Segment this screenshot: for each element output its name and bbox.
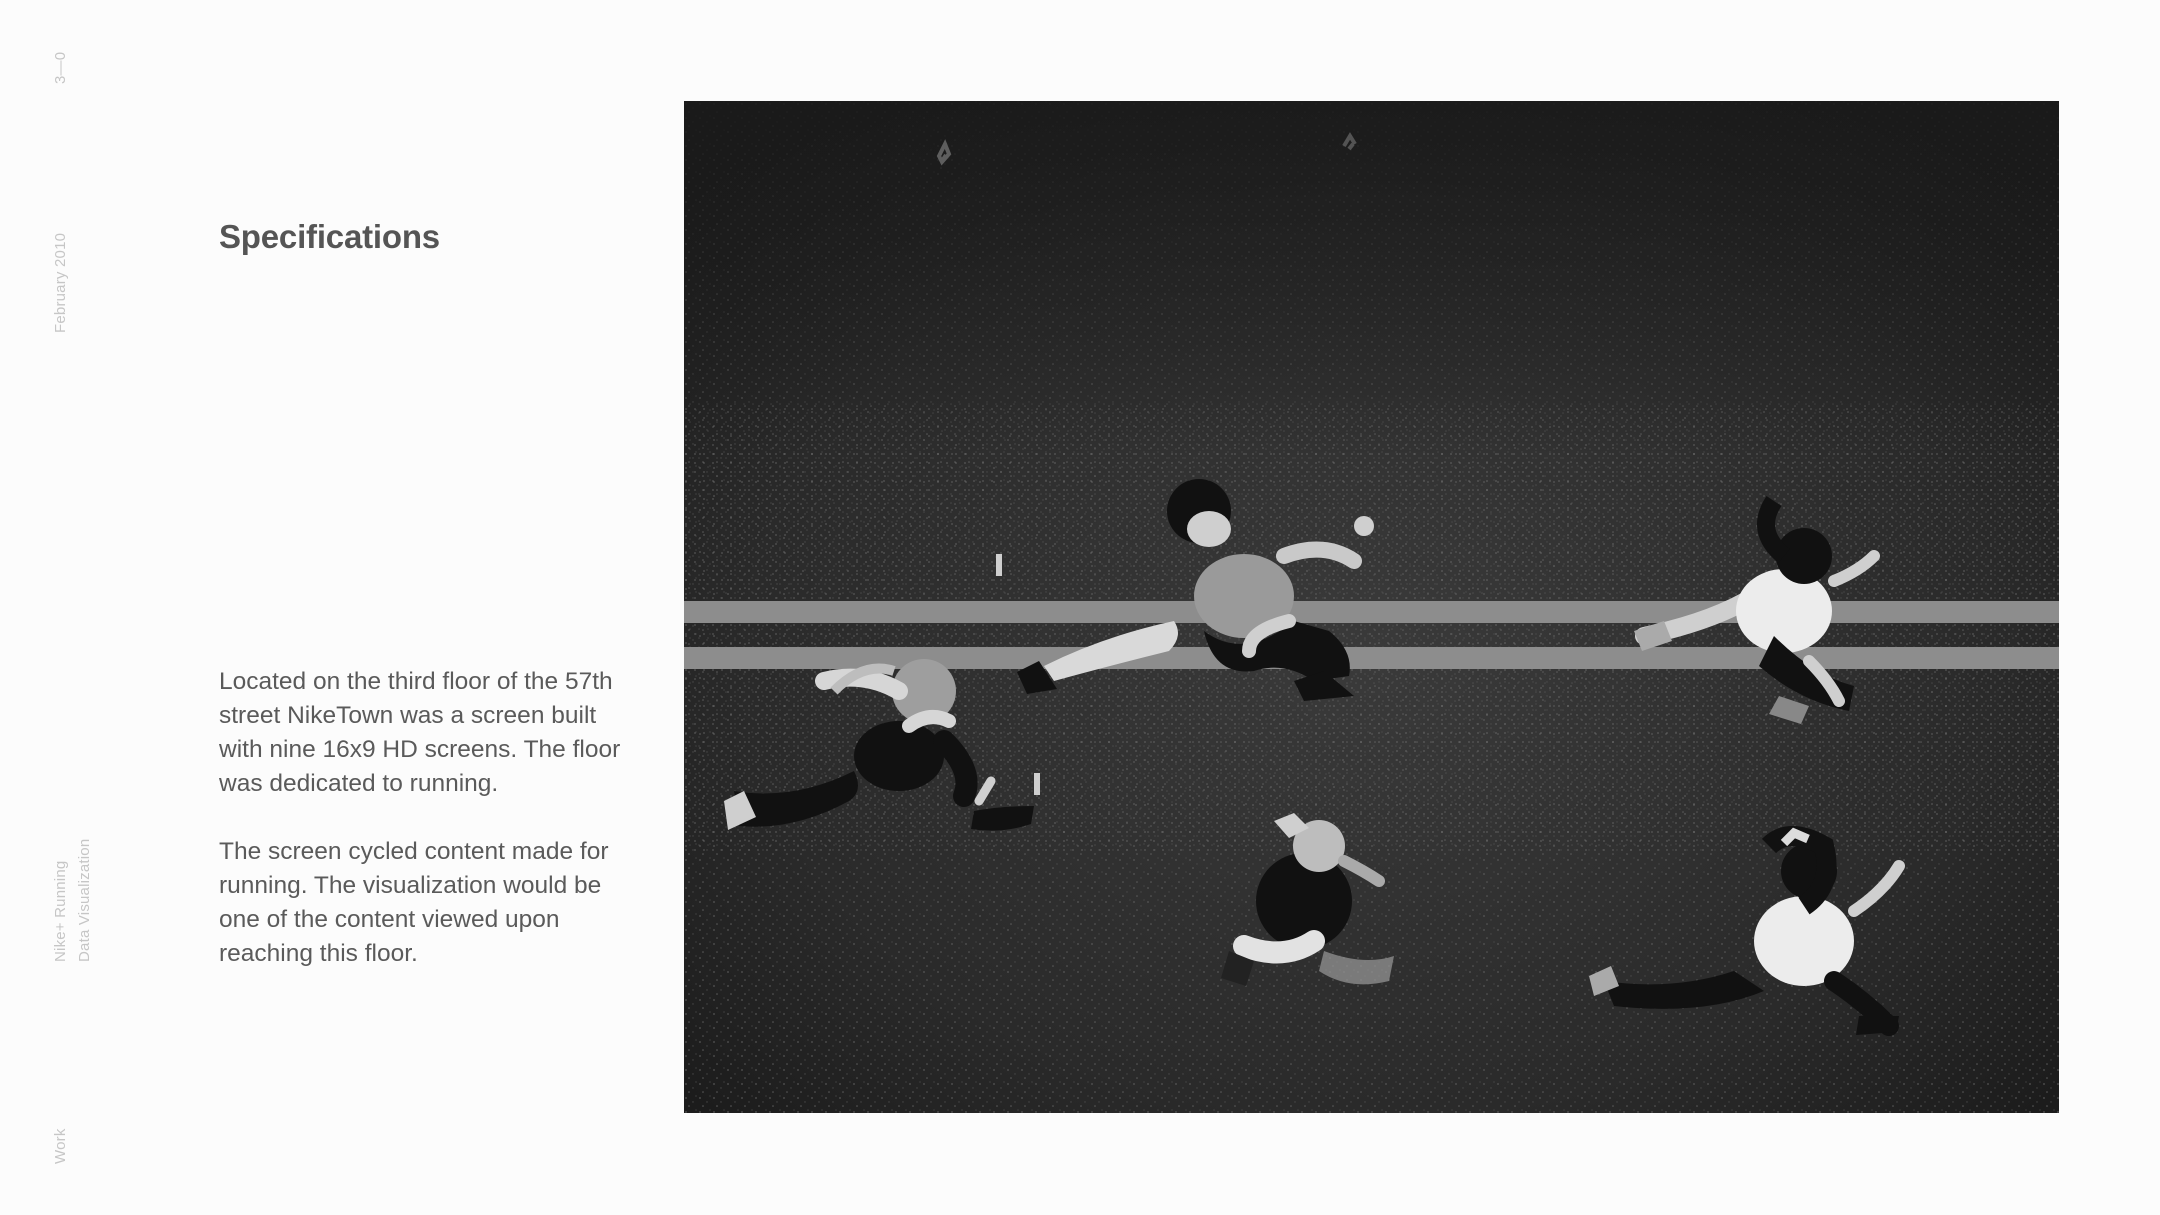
description-text bbox=[219, 665, 639, 1005]
page-title: Specifications bbox=[219, 218, 440, 255]
project-date: February 2010 bbox=[52, 232, 69, 333]
lane-line-upper bbox=[684, 601, 2059, 623]
project-name bbox=[49, 839, 97, 962]
page-number: 3—0 bbox=[52, 51, 69, 84]
project-name-line2: Data Visualization bbox=[76, 838, 93, 962]
section-label: Work bbox=[52, 1128, 69, 1164]
project-name-line1: Nike+ Running bbox=[52, 860, 69, 962]
description-paragraph-1: Located on the third floor of the 57th street NikeTown was a screen built with nine 16x9 HD screens. The floor was dedicated to running. bbox=[219, 668, 621, 797]
runners-photo bbox=[684, 101, 2059, 1113]
description-paragraph-2: The screen cycled content made for running. The visualization would be one of the content viewed upon reaching this floor. bbox=[219, 838, 609, 967]
